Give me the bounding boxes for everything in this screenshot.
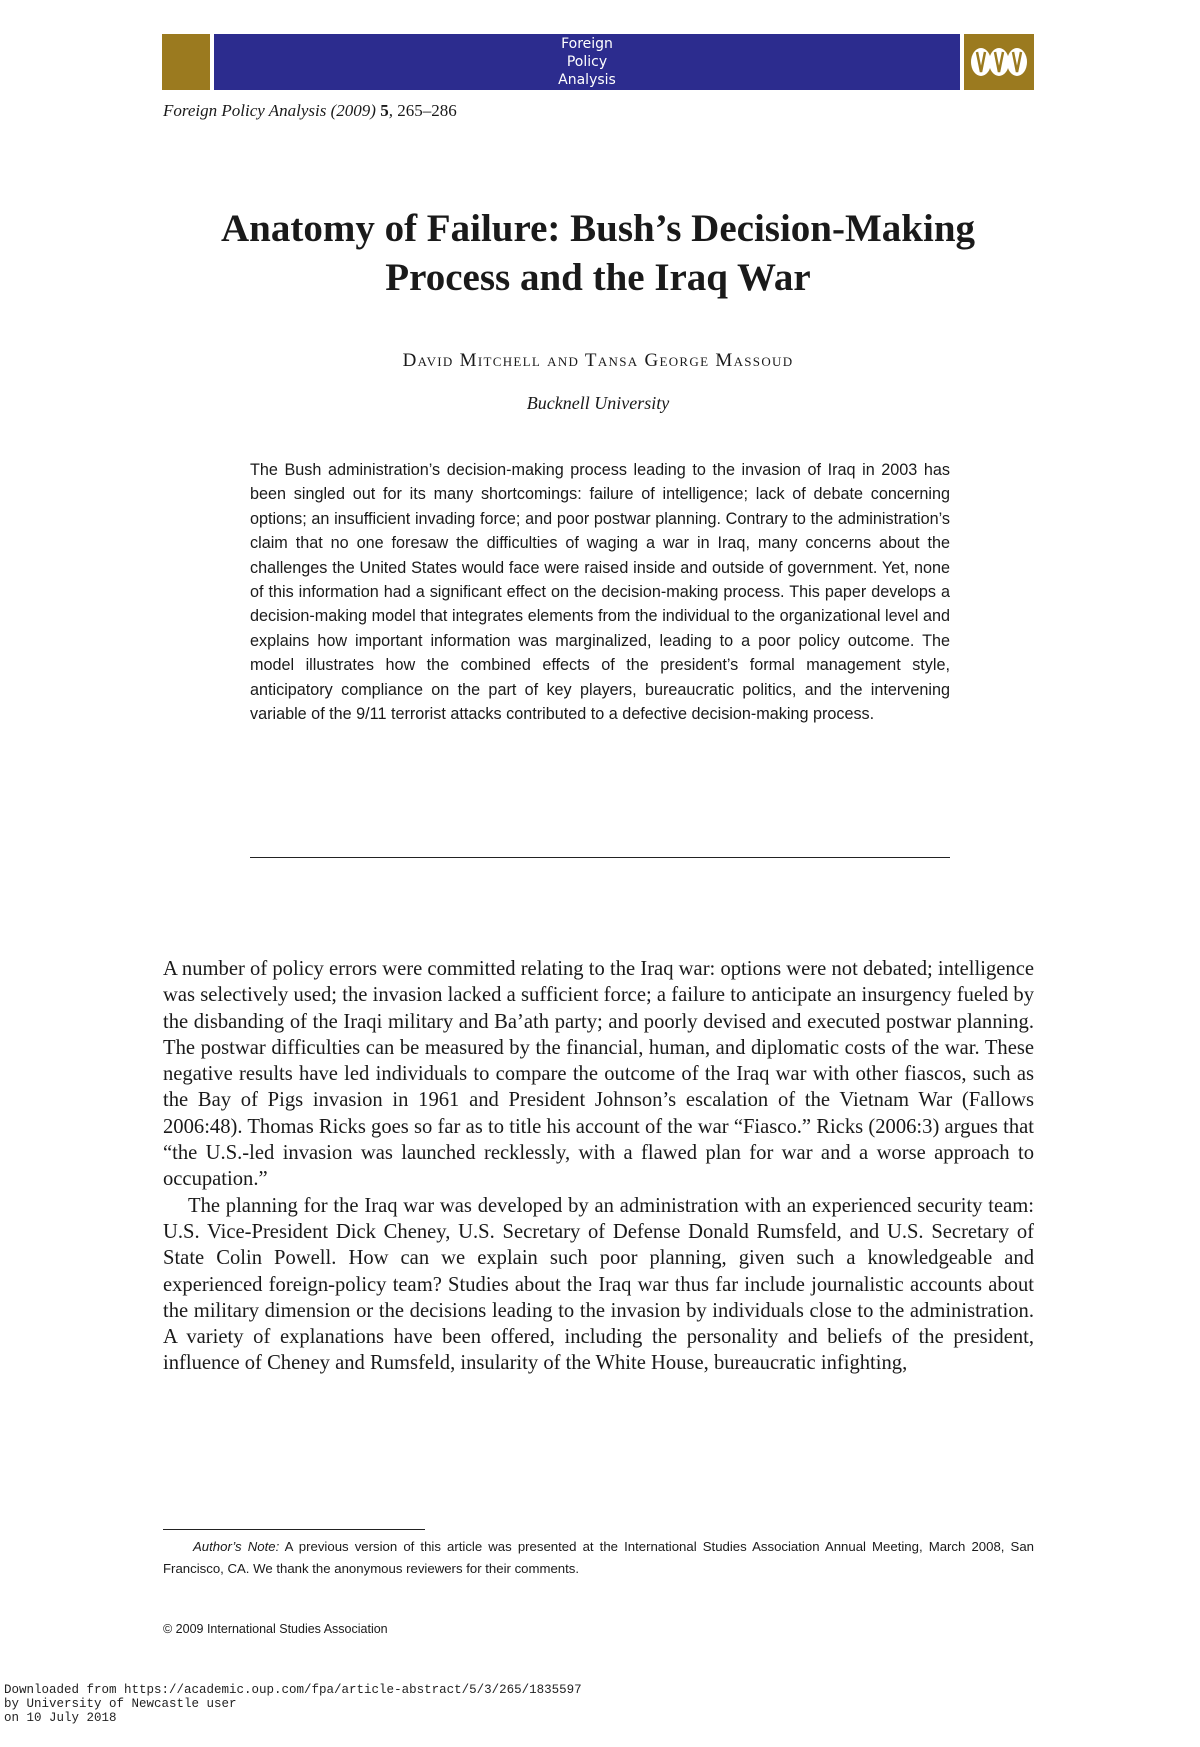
article-authors: David Mitchell and Tansa George Massoud: [402, 350, 794, 371]
abstract-divider: [250, 857, 950, 858]
footnote-divider: [163, 1529, 425, 1530]
body-paragraph: A number of policy errors were committed relating to the Iraq war: options were not debated; intelligence was selectively used; the invasion lacked a sufficient force; a failure to anticipate an insurgency fueled by the disbanding of the Iraqi military and Ba’ath party; and poorly devised and executed postwar planning. The postwar difficulties can be measured by the financial, human, and diplomatic costs of the war. These negative results have led individuals to compare the outcome of the Iraq war with other fiascos, such as the Bay of Pigs invasion in 1961 and President Johnson’s escalation of the Vietnam War (Fallows 2006:48). Thomas Ricks goes so far as to title his account of the war “Fiasco.” Ricks (2006:3) argues that “the U.S.-led invasion was launched recklessly, with a flawed plan for war and a worse approach to occupation.”: [163, 958, 1034, 1191]
journal-name-block: [214, 34, 960, 90]
isa-logo-icon: [964, 34, 1034, 90]
download-line: on 10 July 2018: [4, 1711, 117, 1725]
journal-citation: Foreign Policy Analysis (2009) 5, 265–286: [163, 101, 457, 120]
body-paragraph: The planning for the Iraq war was developed by an administration with an experienced security team: U.S. Vice-President Dick Cheney, U.S. Secretary of Defense Donald Rumsfeld, and U.S. Secretary of State Colin Powell. How can we explain such poor planning, given such a knowledgeable and experienced foreign-policy team? Studies about the Iraq war thus far include journalistic accounts about the military dimension or the decisions leading to the invasion by individuals close to the administration. A variety of explanations have been offered, including the personality and beliefs of the president, influence of Cheney and Rumsfeld, insularity of the White House, bureaucratic infighting,: [163, 1194, 1034, 1375]
journal-name-line: Policy: [566, 54, 608, 70]
citation-year: (2009): [330, 101, 376, 120]
journal-name-line: Foreign: [561, 36, 613, 52]
journal-name-line: Analysis: [558, 72, 616, 88]
citation-pages: 265–286: [397, 101, 457, 120]
body-text: [163, 956, 1034, 1377]
abstract: The Bush administration’s decision-making process leading to the invasion of Iraq in 2003 has been singled out for its many shortcomings: failure of intelligence; lack of debate concerning options; an insufficient invading force; and poor postwar planning. Contrary to the administration’s claim that no one foresaw the difficulties of waging a war in Iraq, many concerns about the challenges the United States would face were raised inside and outside of government. Yet, none of this information had a significant effect on the decision-making process. This paper develops a decision-making model that integrates elements from the individual to the organizational level and explains how important information was marginalized, leading to a poor policy outcome. The model illustrates how the combined effects of the president’s formal management style, anticipatory compliance on the part of key players, bureaucratic politics, and the intervening variable of the 9/11 terrorist attacks contributed to a defective decision-making process.: [250, 461, 950, 724]
footnote: [163, 1536, 1034, 1580]
isa-logo-icon-graphic: [968, 44, 1030, 80]
footnote-label: Author’s Note:: [193, 1539, 280, 1554]
footnote-text: A previous version of this article was presented at the International Studies Association Annual Meeting, March 2008, San Francisco, CA. We thank the anonymous reviewers for their comments.: [163, 1539, 1034, 1576]
journal-banner: [162, 34, 1034, 90]
citation-volume: 5: [380, 101, 389, 120]
download-line: Downloaded from https://academic.oup.com/fpa/article-abstract/5/3/265/1835597: [4, 1683, 582, 1697]
citation-journal: Foreign Policy Analysis: [163, 101, 327, 120]
download-stamp: [4, 1683, 582, 1725]
banner-left-block: [162, 34, 210, 90]
author-affiliation: Bucknell University: [526, 393, 670, 413]
download-line: by University of Newcastle user: [4, 1697, 237, 1711]
article-title: Anatomy of Failure: Bush’s Decision-Making Process and the Iraq War: [220, 207, 976, 299]
copyright-notice: © 2009 International Studies Association: [163, 1622, 388, 1636]
